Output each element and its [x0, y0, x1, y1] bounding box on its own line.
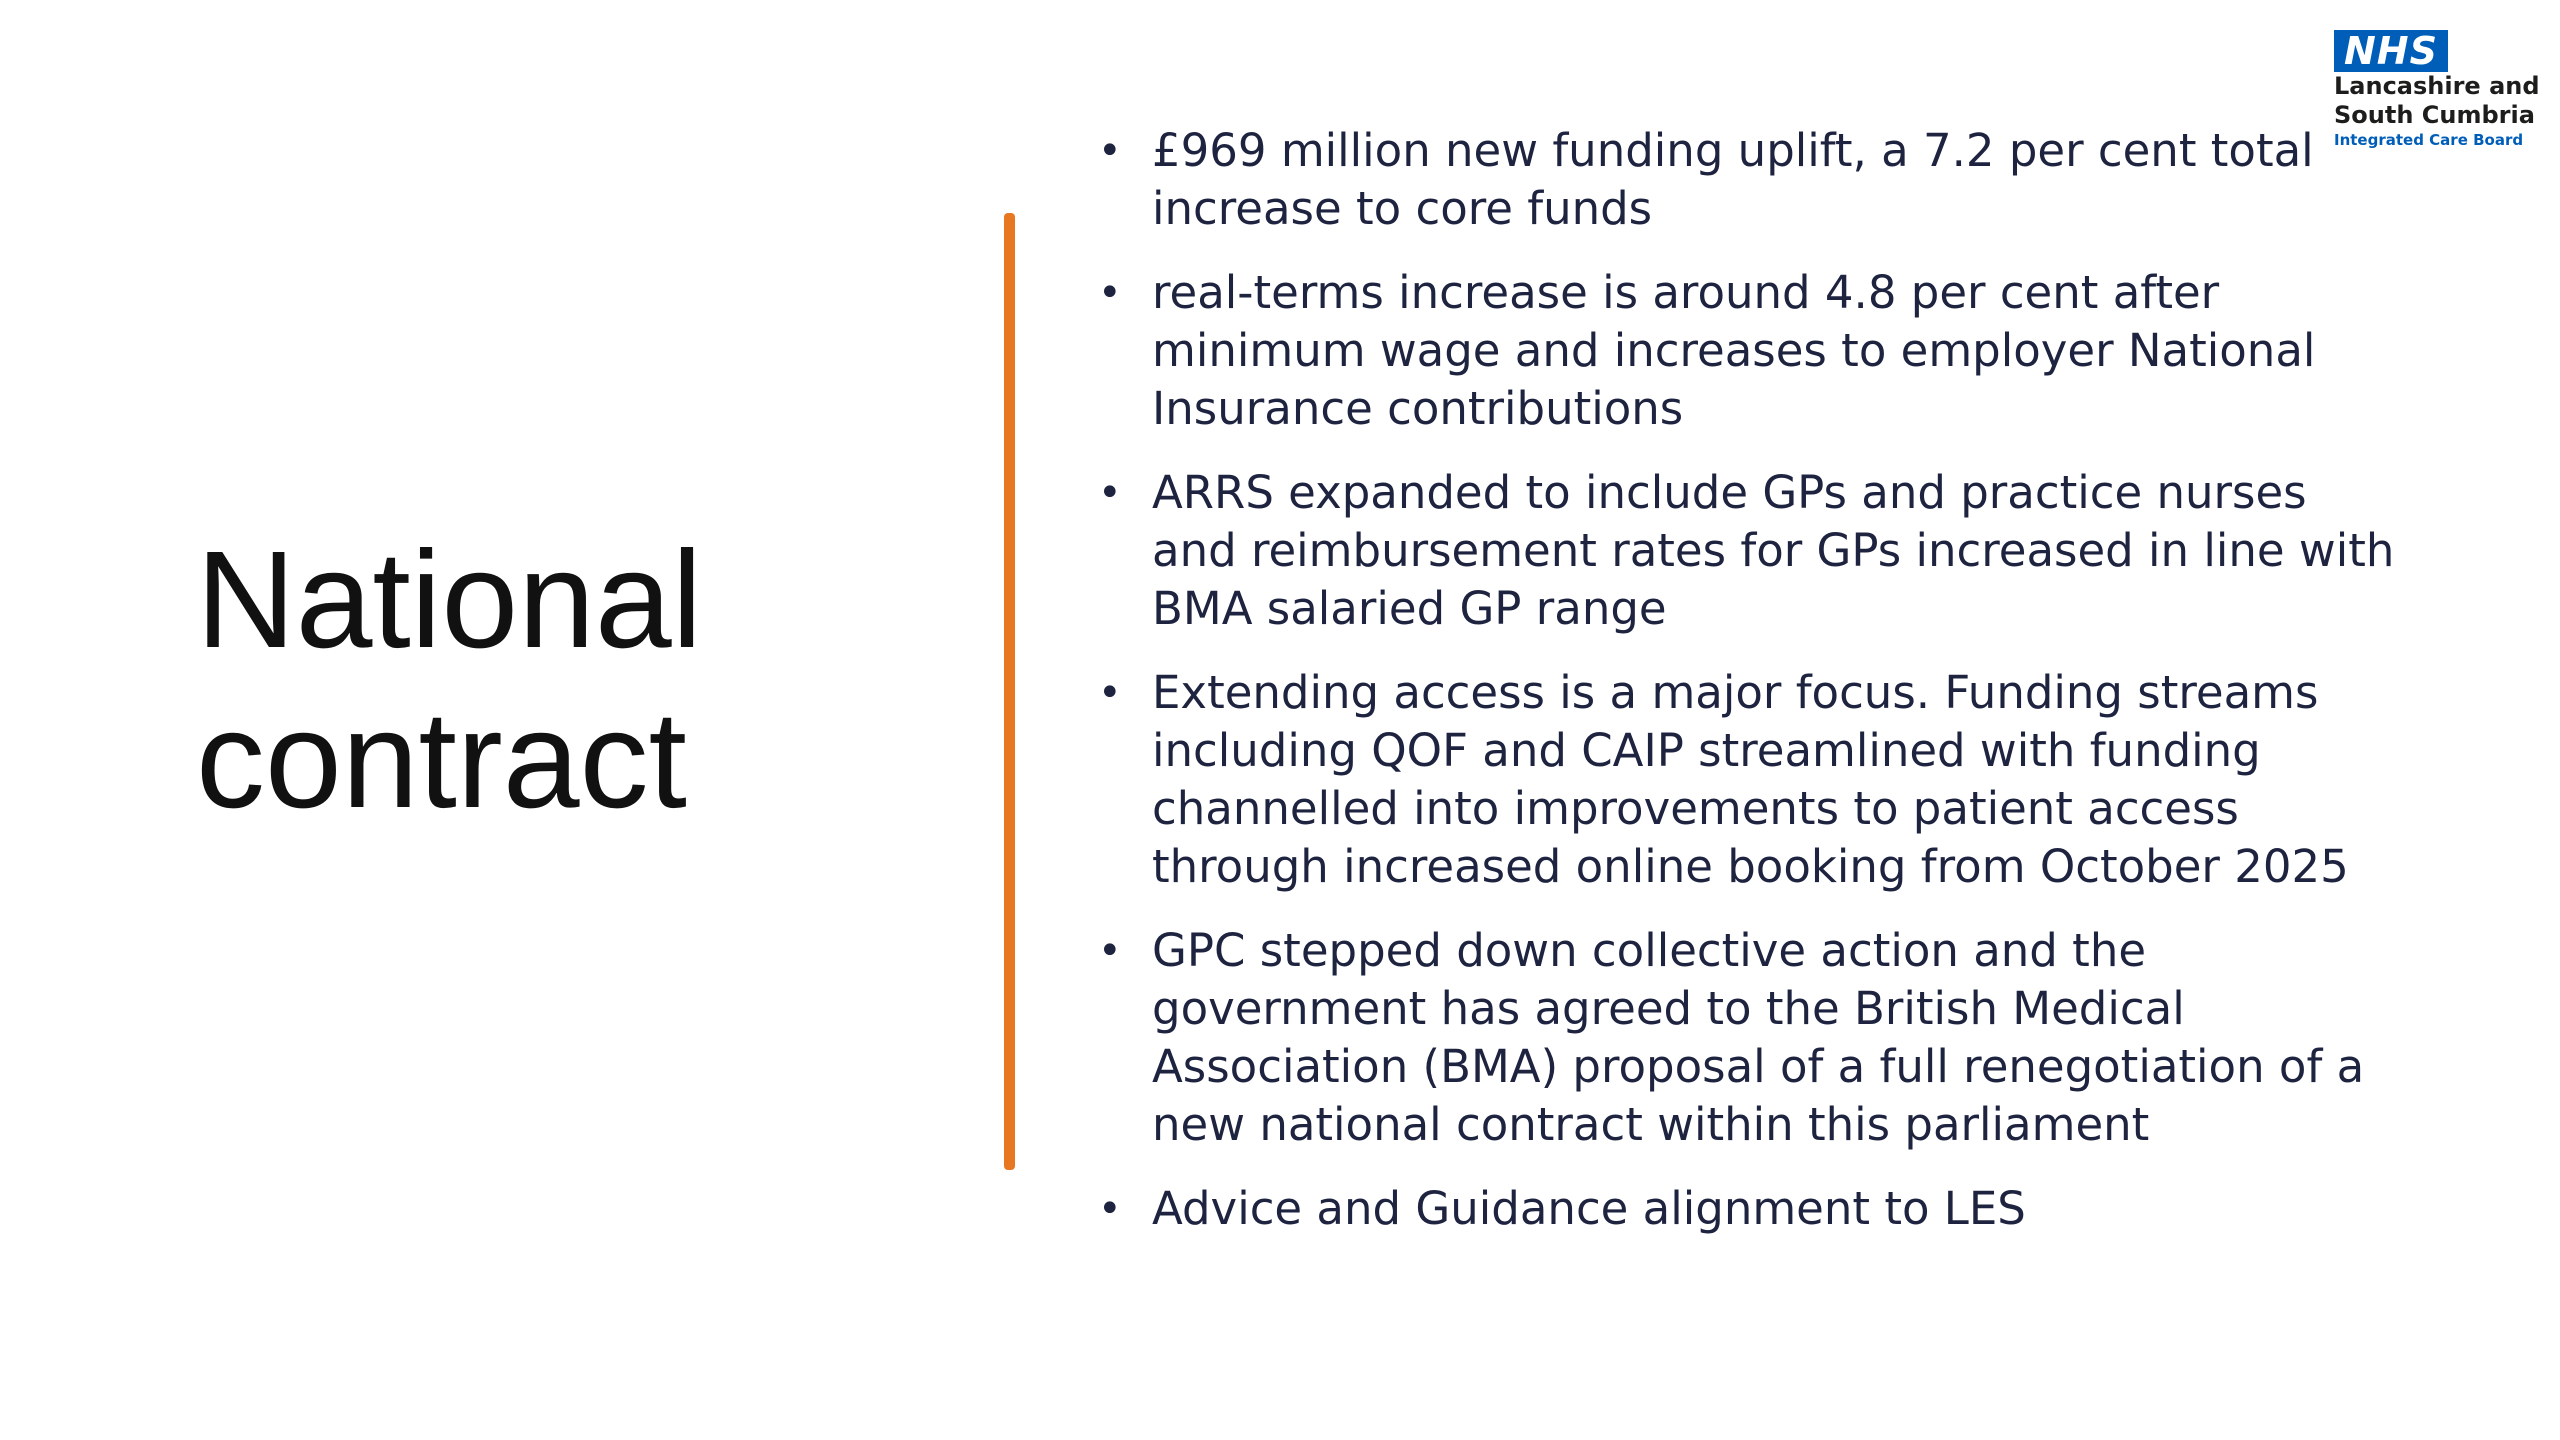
bullet-item [1098, 122, 2398, 238]
accent-divider [1004, 213, 1015, 1170]
logo-org-subtitle: Integrated Care Board [2334, 131, 2524, 149]
title-line-1: National [196, 523, 703, 677]
bullet-icon: • [1098, 928, 1122, 974]
bullet-text: £969 million new funding uplift, a 7.2 per cent total increase to core funds [1152, 124, 2314, 235]
bullet-item [1098, 664, 2398, 896]
nhs-logo-mark: NHS [2334, 30, 2448, 72]
bullet-item [1098, 922, 2398, 1154]
nhs-logo [2334, 30, 2540, 165]
logo-org-line-1: Lancashire and [2334, 72, 2540, 100]
bullet-item [1098, 464, 2398, 638]
bullet-text: Advice and Guidance alignment to LES [1152, 1182, 2026, 1235]
bullet-list [1098, 122, 2398, 1264]
bullet-text: ARRS expanded to include GPs and practice nurses and reimbursement rates for GPs increased in line with BMA salaried GP range [1152, 466, 2395, 635]
title-line-2: contract [196, 683, 687, 837]
bullet-text: real-terms increase is around 4.8 per cent after minimum wage and increases to employer National Insurance contributions [1152, 266, 2316, 435]
bullet-text: GPC stepped down collective action and the government has agreed to the British Medical Association (BMA) proposal of a full renegotiation of a new national contract within this parliament [1152, 924, 2365, 1151]
bullet-icon: • [1098, 270, 1122, 316]
bullet-icon: • [1098, 470, 1122, 516]
bullet-text: Extending access is a major focus. Funding streams including QOF and CAIP streamlined with funding channelled into improvements to patient access through increased online booking from October 2025 [1152, 666, 2349, 893]
bullet-item [1098, 1180, 2398, 1238]
slide-title [196, 520, 916, 840]
bullet-icon: • [1098, 128, 1122, 174]
logo-org-line-2: South Cumbria [2334, 101, 2535, 129]
bullet-item [1098, 264, 2398, 438]
bullet-icon: • [1098, 670, 1122, 716]
bullet-icon: • [1098, 1186, 1122, 1232]
